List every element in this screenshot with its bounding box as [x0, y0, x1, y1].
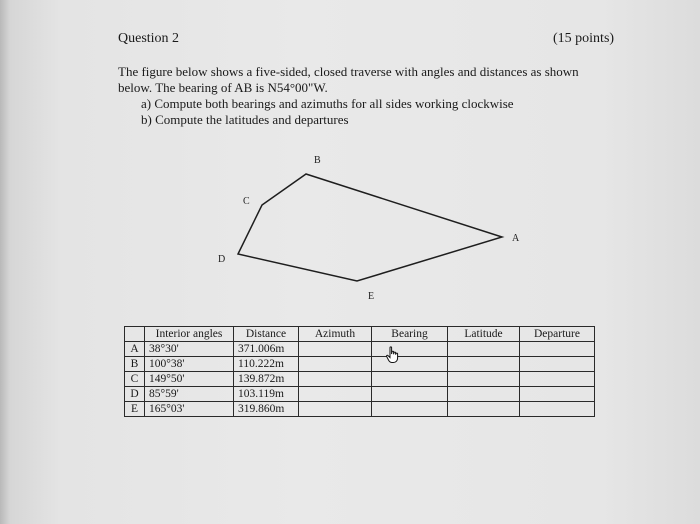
table-row — [125, 357, 595, 372]
row-latitude[interactable] — [448, 387, 520, 402]
row-bearing[interactable] — [372, 387, 448, 402]
problem-line-2: below. The bearing of AB is N54°00"W. — [118, 80, 328, 95]
problem-line-1: The figure below shows a five-sided, closed traverse with angles and distances as shown — [118, 64, 579, 79]
problem-part-a: a) Compute both bearings and azimuths for all sides working clockwise — [141, 96, 514, 111]
traverse-polygon — [238, 174, 502, 281]
row-departure[interactable] — [520, 357, 595, 372]
row-departure[interactable] — [520, 387, 595, 402]
point-label-a: A — [512, 233, 520, 244]
row-bearing[interactable] — [372, 372, 448, 387]
row-point: B — [125, 357, 145, 372]
row-distance: 319.860m — [234, 402, 299, 417]
question-points: (15 points) — [553, 31, 615, 46]
row-azimuth[interactable] — [299, 357, 372, 372]
row-angle: 85°59' — [145, 387, 234, 402]
row-bearing[interactable] — [372, 342, 448, 357]
row-distance: 110.222m — [234, 357, 299, 372]
point-label-c: C — [243, 196, 250, 207]
traverse-table — [124, 326, 595, 417]
row-latitude[interactable] — [448, 402, 520, 417]
row-latitude[interactable] — [448, 342, 520, 357]
row-latitude[interactable] — [448, 372, 520, 387]
row-angle: 149°50' — [145, 372, 234, 387]
table-row — [125, 387, 595, 402]
header-distance: Distance — [234, 327, 299, 342]
row-azimuth[interactable] — [299, 387, 372, 402]
hand-pointer-icon — [385, 346, 401, 364]
question-title: Question 2 — [118, 31, 180, 46]
row-bearing[interactable] — [372, 357, 448, 372]
row-departure[interactable] — [520, 342, 595, 357]
header-azimuth: Azimuth — [299, 327, 372, 342]
row-distance: 139.872m — [234, 372, 299, 387]
row-departure[interactable] — [520, 372, 595, 387]
point-label-b: B — [314, 155, 321, 166]
row-azimuth[interactable] — [299, 342, 372, 357]
row-point: A — [125, 342, 145, 357]
row-point: C — [125, 372, 145, 387]
header-departure: Departure — [520, 327, 595, 342]
row-departure[interactable] — [520, 402, 595, 417]
row-distance: 371.006m — [234, 342, 299, 357]
row-azimuth[interactable] — [299, 402, 372, 417]
header-latitude: Latitude — [448, 327, 520, 342]
row-angle: 100°38' — [145, 357, 234, 372]
row-point: D — [125, 387, 145, 402]
header-interior-angles: Interior angles — [145, 327, 234, 342]
row-distance: 103.119m — [234, 387, 299, 402]
row-azimuth[interactable] — [299, 372, 372, 387]
table-row — [125, 402, 595, 417]
row-angle: 165°03' — [145, 402, 234, 417]
row-angle: 38°30' — [145, 342, 234, 357]
row-latitude[interactable] — [448, 357, 520, 372]
row-bearing[interactable] — [372, 402, 448, 417]
point-label-e: E — [368, 291, 375, 302]
table-row — [125, 372, 595, 387]
row-point: E — [125, 402, 145, 417]
problem-part-b: b) Compute the latitudes and departures — [141, 112, 349, 127]
header-point — [125, 327, 145, 342]
header-bearing: Bearing — [372, 327, 448, 342]
table-header-row — [125, 327, 595, 342]
point-label-d: D — [218, 254, 226, 265]
table-row — [125, 342, 595, 357]
